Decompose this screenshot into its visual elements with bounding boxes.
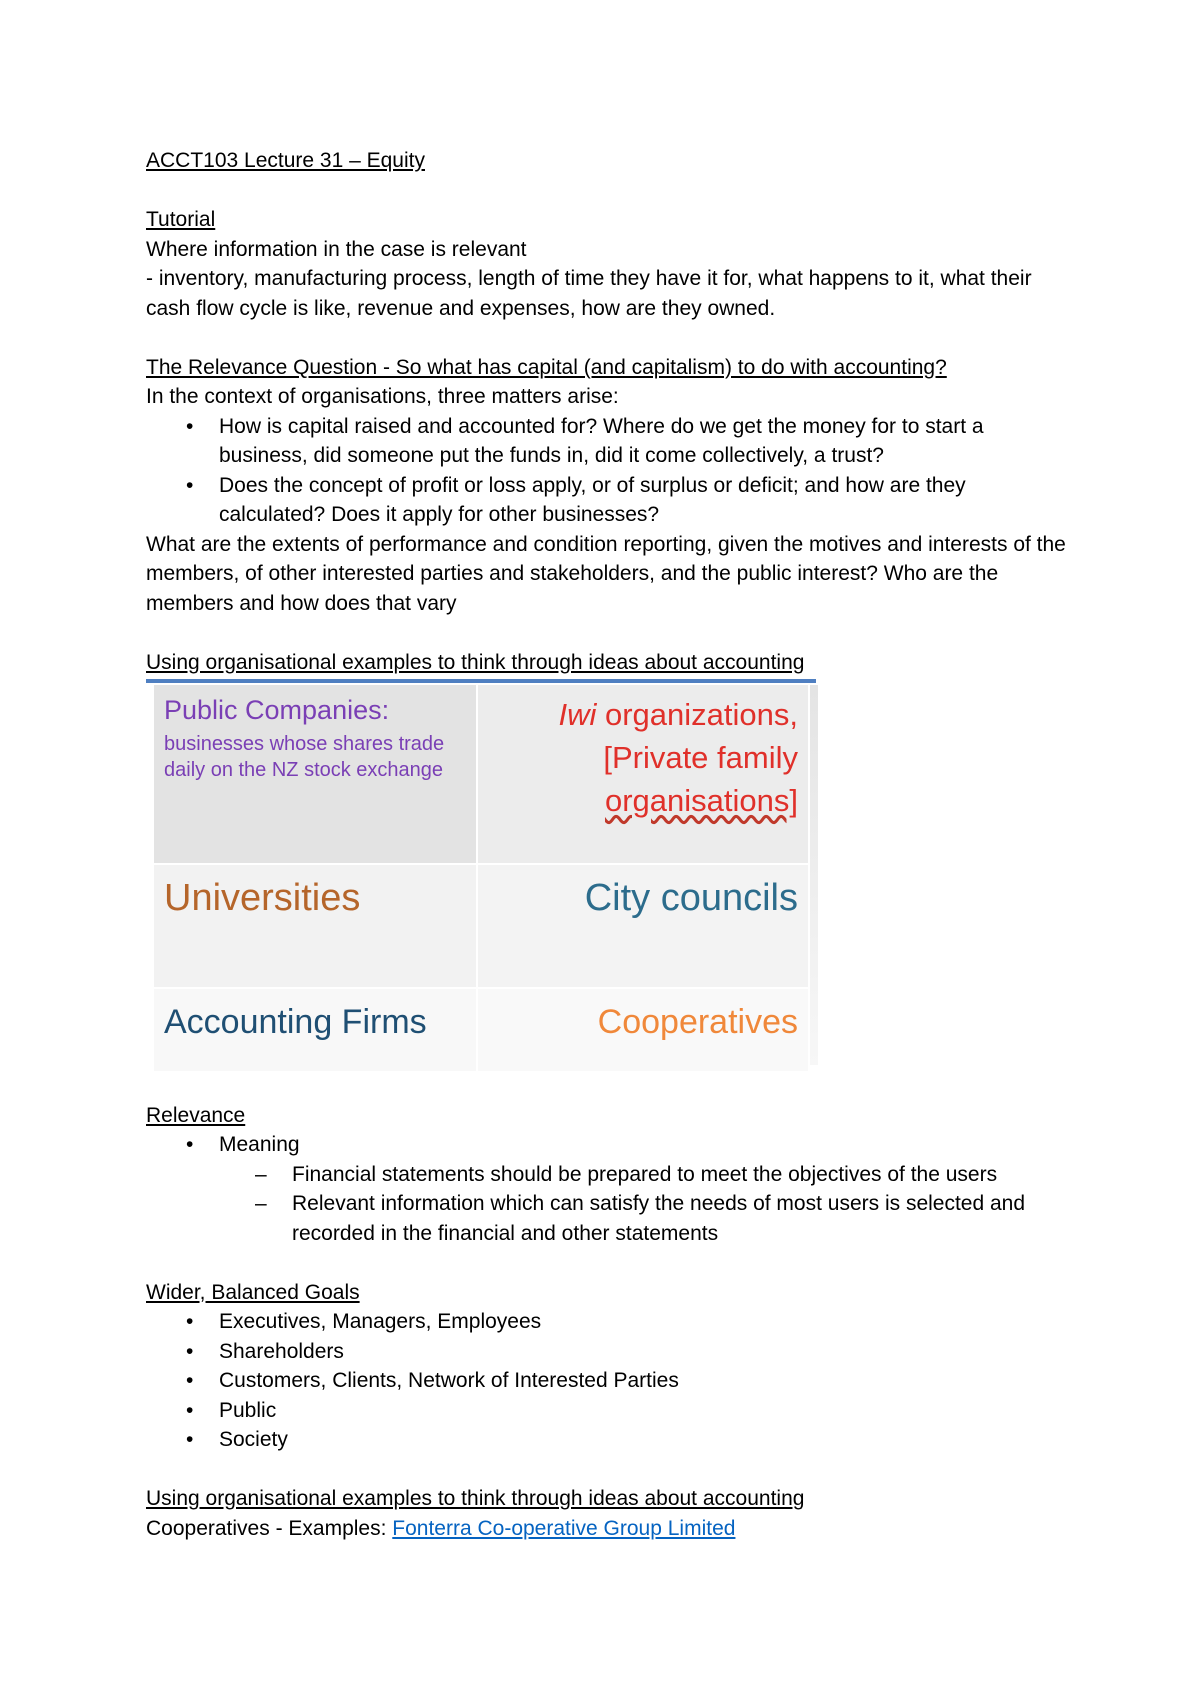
document-page <box>146 146 1076 1543</box>
list-item: • Shareholders <box>146 1337 1076 1367</box>
list-item: • Does the concept of profit or loss apply, or of surplus or deficit; and how are they calculated? Does it apply for other businesses? <box>146 471 1076 530</box>
cell-accounting-firms <box>154 989 476 1071</box>
cell-city-councils <box>478 865 808 987</box>
relevance-question-heading: The Relevance Question - So what has capital (and capitalism) to do with accounting? <box>146 355 947 379</box>
public-companies-title: Public Companies: <box>164 695 390 725</box>
relevance-question-bullets <box>146 412 1076 530</box>
table-side-shade <box>810 685 818 1065</box>
cooperatives-examples-prefix: Cooperatives - Examples: <box>146 1516 393 1540</box>
list-item: – Relevant information which can satisfy the needs of most users is selected and recorded in the financial and other statements <box>219 1189 1076 1248</box>
iwi-line <box>488 693 798 736</box>
tutorial-heading: Tutorial <box>146 208 216 231</box>
wider-goals-heading: Wider, Balanced Goals <box>146 1280 360 1304</box>
fonterra-link[interactable]: Fonterra Co-operative Group Limited <box>392 1516 736 1540</box>
list-item: • Executives, Managers, Employees <box>146 1307 1076 1337</box>
tutorial-line-1: Where information in the case is relevant <box>146 237 527 261</box>
cooperatives-label: Cooperatives <box>597 1003 798 1041</box>
universities-label: Universities <box>164 877 361 919</box>
organisation-types-image <box>146 679 836 1071</box>
examples-heading-1: Using organisational examples to think through ideas about accounting <box>146 650 805 674</box>
iwi-rest: organizations, <box>596 697 798 732</box>
private-line-2-text: organisations] <box>604 783 798 818</box>
cell-iwi-organizations <box>478 685 808 863</box>
list-item: • How is capital raised and accounted for? Where do we get the money for to start a business, did someone put the funds in, did it come collectively, a trust? <box>146 412 1076 471</box>
relevance-subpoints <box>146 1160 1076 1249</box>
table-top-border <box>146 679 816 683</box>
cooperatives-examples-line <box>146 1514 1076 1544</box>
list-item: – Financial statements should be prepared to meet the objectives of the users <box>219 1160 1076 1190</box>
list-item: • Society <box>146 1425 1076 1455</box>
tutorial-line-2: - inventory, manufacturing process, length of time they have it for, what happens to it, what their cash flow cycle is like, revenue and expenses, how are they owned. <box>146 267 1032 320</box>
private-line-2 <box>488 779 798 822</box>
examples-heading-2: Using organisational examples to think through ideas about accounting <box>146 1487 805 1510</box>
list-item: • Public <box>146 1396 1076 1426</box>
relevance-question-closing: What are the extents of performance and condition reporting, given the motives and interests of the members, of other interested parties and stakeholders, and the public interest? Who are the members and how does that vary <box>146 532 1066 615</box>
wider-goals-bullets <box>146 1307 1076 1455</box>
city-councils-label: City councils <box>584 877 798 919</box>
list-item: • Customers, Clients, Network of Interested Parties <box>146 1366 1076 1396</box>
private-line-1: [Private family <box>603 740 798 775</box>
cell-cooperatives <box>478 989 808 1071</box>
relevance-bullets <box>146 1130 1076 1160</box>
cell-universities <box>154 865 476 987</box>
relevance-question-intro: In the context of organisations, three matters arise: <box>146 385 619 408</box>
document-title: ACCT103 Lecture 31 – Equity <box>146 149 425 172</box>
iwi-italic: Iwi <box>558 697 597 732</box>
relevance-heading: Relevance <box>146 1103 246 1127</box>
list-item: • Meaning <box>146 1130 1076 1160</box>
accounting-firms-label: Accounting Firms <box>164 1003 427 1041</box>
cell-public-companies <box>154 685 476 863</box>
public-companies-subtitle: businesses whose shares trade daily on the NZ stock exchange <box>164 733 445 781</box>
